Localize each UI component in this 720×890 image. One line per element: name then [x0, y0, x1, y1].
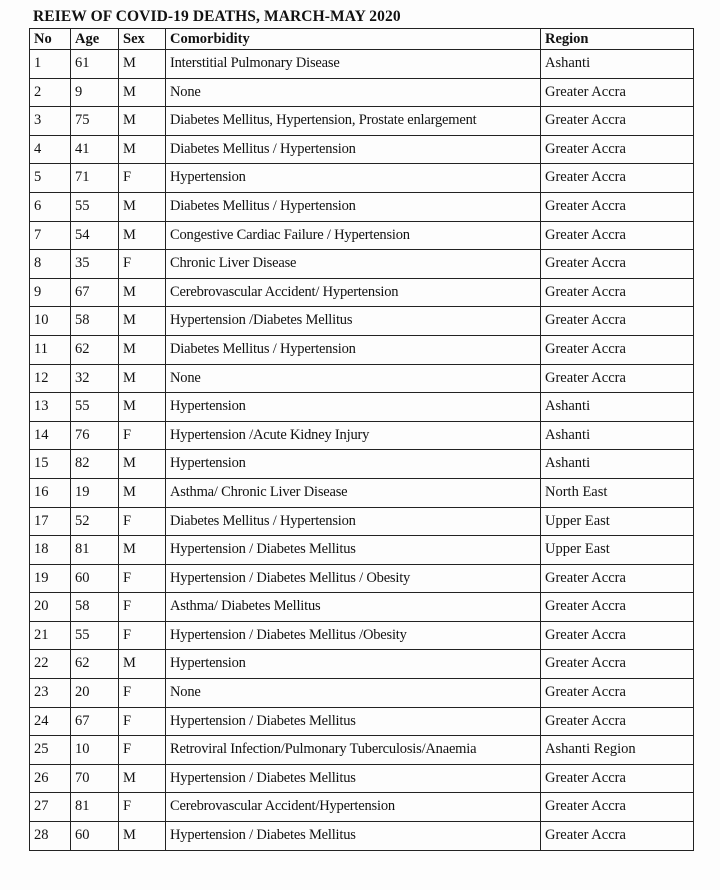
cell-region: Greater Accra — [541, 221, 694, 250]
table-row — [30, 593, 694, 622]
cell-region: Greater Accra — [541, 621, 694, 650]
table-row — [30, 107, 694, 136]
cell-no: 5 — [30, 164, 71, 193]
cell-comorbidity: Hypertension / Diabetes Mellitus — [166, 707, 541, 736]
table-row — [30, 393, 694, 422]
cell-region: Greater Accra — [541, 78, 694, 107]
cell-comorbidity: Hypertension / Diabetes Mellitus / Obesity — [166, 564, 541, 593]
cell-age: 76 — [71, 421, 119, 450]
table-row — [30, 250, 694, 279]
cell-no: 12 — [30, 364, 71, 393]
cell-no: 21 — [30, 621, 71, 650]
cell-comorbidity: Chronic Liver Disease — [166, 250, 541, 279]
cell-age: 60 — [71, 822, 119, 851]
cell-no: 17 — [30, 507, 71, 536]
cell-comorbidity: Hypertension / Diabetes Mellitus — [166, 764, 541, 793]
table-row — [30, 822, 694, 851]
cell-region: Greater Accra — [541, 164, 694, 193]
cell-comorbidity: Diabetes Mellitus / Hypertension — [166, 335, 541, 364]
cell-age: 70 — [71, 764, 119, 793]
cell-age: 54 — [71, 221, 119, 250]
cell-sex: M — [119, 107, 166, 136]
table-row — [30, 164, 694, 193]
cell-sex: M — [119, 822, 166, 851]
cell-comorbidity: Hypertension / Diabetes Mellitus — [166, 822, 541, 851]
cell-no: 13 — [30, 393, 71, 422]
cell-sex: M — [119, 450, 166, 479]
cell-region: Greater Accra — [541, 764, 694, 793]
cell-no: 26 — [30, 764, 71, 793]
cell-sex: M — [119, 307, 166, 336]
cell-age: 71 — [71, 164, 119, 193]
cell-region: Greater Accra — [541, 364, 694, 393]
cell-no: 4 — [30, 135, 71, 164]
cell-no: 9 — [30, 278, 71, 307]
table-row — [30, 364, 694, 393]
cell-age: 55 — [71, 621, 119, 650]
cell-sex: F — [119, 621, 166, 650]
cell-comorbidity: Hypertension — [166, 450, 541, 479]
cell-no: 2 — [30, 78, 71, 107]
cell-no: 6 — [30, 192, 71, 221]
table-row — [30, 221, 694, 250]
table-row — [30, 335, 694, 364]
cell-sex: M — [119, 221, 166, 250]
cell-age: 55 — [71, 192, 119, 221]
cell-age: 82 — [71, 450, 119, 479]
cell-no: 25 — [30, 736, 71, 765]
cell-region: Greater Accra — [541, 335, 694, 364]
table-row — [30, 536, 694, 565]
cell-comorbidity: Hypertension / Diabetes Mellitus /Obesity — [166, 621, 541, 650]
cell-comorbidity: Asthma/ Diabetes Mellitus — [166, 593, 541, 622]
cell-sex: F — [119, 593, 166, 622]
cell-age: 62 — [71, 335, 119, 364]
cell-no: 14 — [30, 421, 71, 450]
cell-region: Greater Accra — [541, 593, 694, 622]
cell-comorbidity: Diabetes Mellitus / Hypertension — [166, 192, 541, 221]
table-row — [30, 478, 694, 507]
table-row — [30, 78, 694, 107]
cell-comorbidity: Hypertension /Diabetes Mellitus — [166, 307, 541, 336]
cell-comorbidity: Interstitial Pulmonary Disease — [166, 50, 541, 79]
cell-region: Greater Accra — [541, 650, 694, 679]
cell-comorbidity: Cerebrovascular Accident/Hypertension — [166, 793, 541, 822]
cell-comorbidity: Hypertension — [166, 393, 541, 422]
cell-age: 75 — [71, 107, 119, 136]
header-region: Region — [541, 29, 694, 50]
cell-comorbidity: Hypertension — [166, 164, 541, 193]
cell-comorbidity: Congestive Cardiac Failure / Hypertension — [166, 221, 541, 250]
cell-region: Ashanti — [541, 421, 694, 450]
cell-age: 32 — [71, 364, 119, 393]
cell-sex: M — [119, 50, 166, 79]
cell-sex: M — [119, 335, 166, 364]
cell-comorbidity: Hypertension /Acute Kidney Injury — [166, 421, 541, 450]
cell-region: Greater Accra — [541, 307, 694, 336]
table-row — [30, 135, 694, 164]
cell-region: Greater Accra — [541, 822, 694, 851]
cell-sex: F — [119, 793, 166, 822]
cell-no: 10 — [30, 307, 71, 336]
cell-no: 18 — [30, 536, 71, 565]
cell-region: Greater Accra — [541, 135, 694, 164]
cell-age: 41 — [71, 135, 119, 164]
covid-deaths-table — [29, 28, 694, 851]
cell-comorbidity: Hypertension / Diabetes Mellitus — [166, 536, 541, 565]
cell-no: 28 — [30, 822, 71, 851]
cell-comorbidity: None — [166, 679, 541, 708]
table-row — [30, 421, 694, 450]
cell-no: 15 — [30, 450, 71, 479]
cell-region: Ashanti — [541, 450, 694, 479]
cell-sex: F — [119, 507, 166, 536]
cell-no: 7 — [30, 221, 71, 250]
cell-age: 10 — [71, 736, 119, 765]
cell-no: 22 — [30, 650, 71, 679]
cell-region: Greater Accra — [541, 679, 694, 708]
cell-no: 11 — [30, 335, 71, 364]
cell-comorbidity: Diabetes Mellitus, Hypertension, Prostate enlargement — [166, 107, 541, 136]
table-row — [30, 507, 694, 536]
cell-no: 16 — [30, 478, 71, 507]
cell-sex: M — [119, 650, 166, 679]
cell-sex: M — [119, 364, 166, 393]
table-row — [30, 621, 694, 650]
cell-sex: F — [119, 564, 166, 593]
cell-sex: M — [119, 135, 166, 164]
header-sex: Sex — [119, 29, 166, 50]
cell-region: Greater Accra — [541, 192, 694, 221]
cell-region: Ashanti — [541, 393, 694, 422]
cell-no: 23 — [30, 679, 71, 708]
cell-sex: M — [119, 192, 166, 221]
cell-sex: M — [119, 764, 166, 793]
cell-region: Greater Accra — [541, 707, 694, 736]
cell-age: 61 — [71, 50, 119, 79]
cell-region: Greater Accra — [541, 564, 694, 593]
cell-comorbidity: Cerebrovascular Accident/ Hypertension — [166, 278, 541, 307]
table-row — [30, 793, 694, 822]
table-row — [30, 736, 694, 765]
cell-age: 81 — [71, 793, 119, 822]
table-header — [30, 29, 694, 50]
cell-comorbidity: None — [166, 364, 541, 393]
table-row — [30, 192, 694, 221]
cell-no: 19 — [30, 564, 71, 593]
table-row — [30, 707, 694, 736]
cell-sex: M — [119, 478, 166, 507]
table-row — [30, 764, 694, 793]
cell-region: Greater Accra — [541, 250, 694, 279]
cell-no: 20 — [30, 593, 71, 622]
header-no: No — [30, 29, 71, 50]
cell-age: 35 — [71, 250, 119, 279]
table-row — [30, 650, 694, 679]
cell-sex: F — [119, 707, 166, 736]
cell-no: 8 — [30, 250, 71, 279]
cell-sex: M — [119, 278, 166, 307]
cell-region: Greater Accra — [541, 793, 694, 822]
cell-no: 3 — [30, 107, 71, 136]
cell-age: 58 — [71, 307, 119, 336]
header-comorbidity: Comorbidity — [166, 29, 541, 50]
cell-sex: F — [119, 421, 166, 450]
cell-age: 55 — [71, 393, 119, 422]
document-title: REIEW OF COVID-19 DEATHS, MARCH-MAY 2020 — [33, 8, 401, 25]
cell-region: Greater Accra — [541, 278, 694, 307]
table-row — [30, 450, 694, 479]
table-row — [30, 307, 694, 336]
header-row — [30, 29, 694, 50]
cell-no: 1 — [30, 50, 71, 79]
cell-comorbidity: Asthma/ Chronic Liver Disease — [166, 478, 541, 507]
cell-region: Ashanti — [541, 50, 694, 79]
cell-age: 67 — [71, 707, 119, 736]
cell-sex: F — [119, 736, 166, 765]
cell-age: 20 — [71, 679, 119, 708]
cell-region: Upper East — [541, 536, 694, 565]
cell-age: 67 — [71, 278, 119, 307]
cell-region: Upper East — [541, 507, 694, 536]
table-row — [30, 50, 694, 79]
table-row — [30, 564, 694, 593]
cell-comorbidity: None — [166, 78, 541, 107]
cell-region: Ashanti Region — [541, 736, 694, 765]
cell-comorbidity: Hypertension — [166, 650, 541, 679]
cell-sex: M — [119, 78, 166, 107]
cell-no: 24 — [30, 707, 71, 736]
cell-age: 19 — [71, 478, 119, 507]
cell-sex: M — [119, 536, 166, 565]
cell-sex: F — [119, 164, 166, 193]
cell-sex: M — [119, 393, 166, 422]
cell-region: Greater Accra — [541, 107, 694, 136]
cell-age: 9 — [71, 78, 119, 107]
cell-age: 58 — [71, 593, 119, 622]
cell-comorbidity: Diabetes Mellitus / Hypertension — [166, 507, 541, 536]
cell-no: 27 — [30, 793, 71, 822]
cell-age: 81 — [71, 536, 119, 565]
cell-sex: F — [119, 250, 166, 279]
cell-comorbidity: Diabetes Mellitus / Hypertension — [166, 135, 541, 164]
table-body — [30, 50, 694, 851]
cell-age: 60 — [71, 564, 119, 593]
cell-sex: F — [119, 679, 166, 708]
header-age: Age — [71, 29, 119, 50]
table-row — [30, 679, 694, 708]
cell-comorbidity: Retroviral Infection/Pulmonary Tuberculosis/Anaemia — [166, 736, 541, 765]
cell-region: North East — [541, 478, 694, 507]
cell-age: 52 — [71, 507, 119, 536]
cell-age: 62 — [71, 650, 119, 679]
table-row — [30, 278, 694, 307]
